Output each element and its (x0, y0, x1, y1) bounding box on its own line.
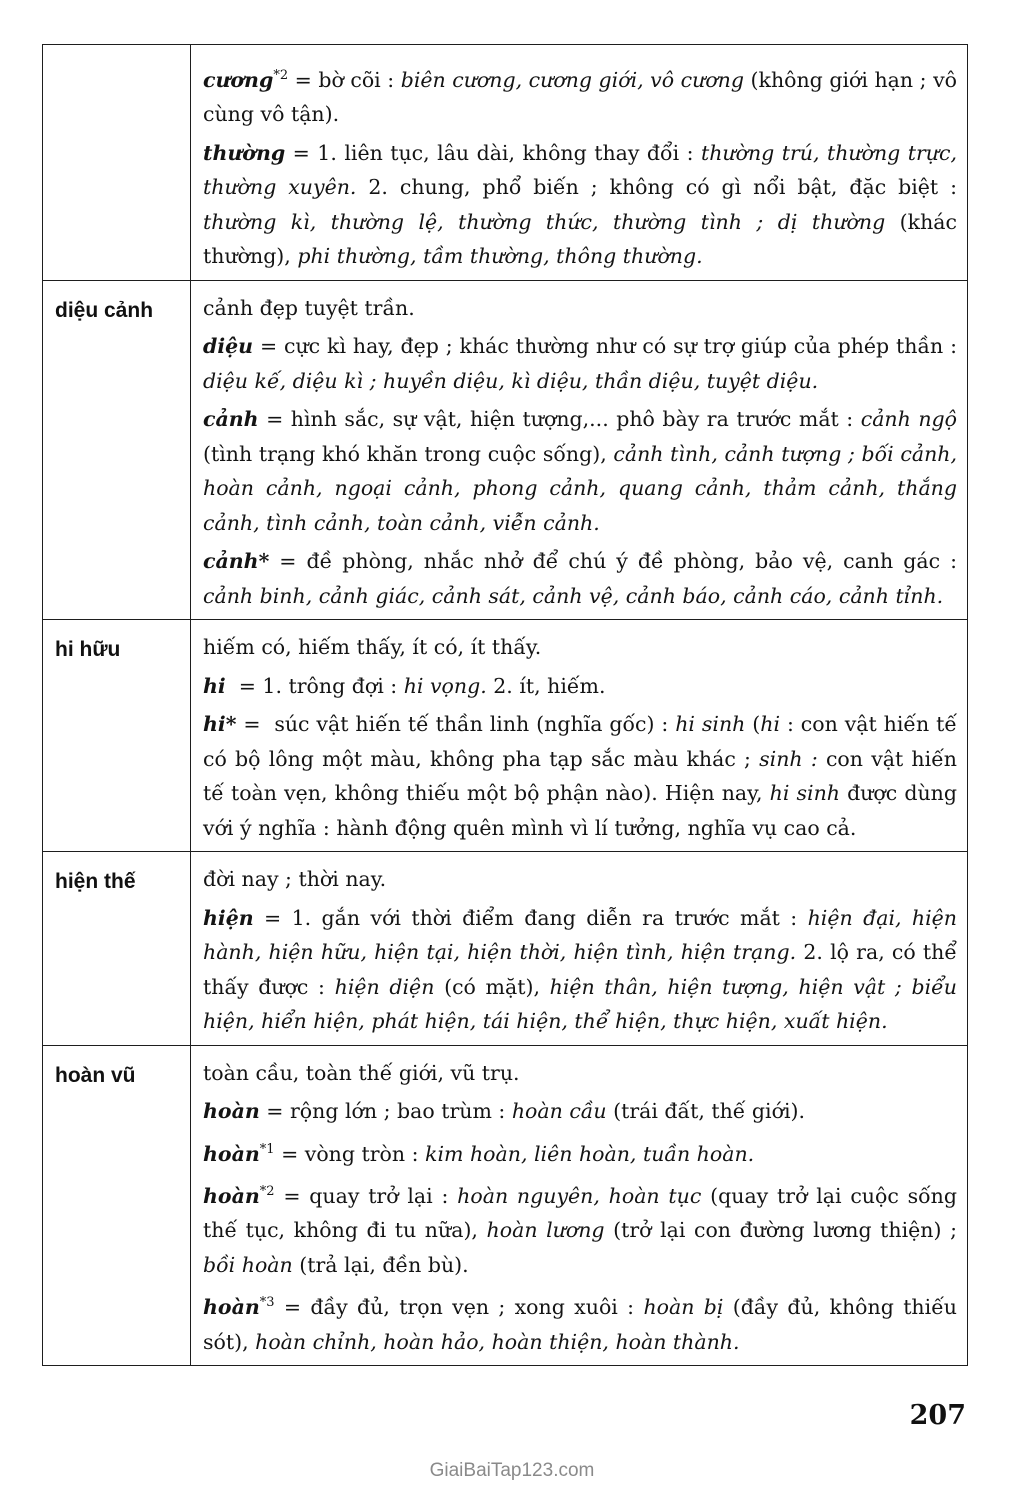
headword-superscript: *3 (259, 1295, 275, 1311)
definition-text: = đầy đủ, trọn vẹn ; xong xuôi : hoàn bị (đầy đủ, không thiếu sót), hoàn chỉnh, hoàn hảo, hoàn thiện, hoàn thành. (203, 1295, 958, 1354)
definition-entry (203, 707, 957, 845)
term-cell (43, 45, 191, 281)
table-row (43, 1045, 968, 1365)
term-label: hoàn vũ (55, 1063, 136, 1087)
definition-entry (203, 901, 957, 1039)
definition-entry (203, 402, 957, 540)
headword: hoàn (203, 1183, 260, 1208)
definition-entry (203, 1056, 957, 1091)
headword: hoàn (203, 1295, 260, 1320)
term-label: diệu cảnh (55, 298, 154, 322)
definition-text: hiếm có, hiếm thấy, ít có, ít thấy. (203, 635, 542, 660)
term-cell (43, 852, 191, 1046)
definition-text: = 1. trông đợi : hi vọng. 2. ít, hiếm. (225, 673, 606, 698)
table-row (43, 852, 968, 1046)
watermark: GiaiBaiTap123.com (429, 1460, 595, 1481)
headword-superscript: *1 (259, 1141, 275, 1157)
definition-cell (191, 1045, 968, 1365)
definition-text: = rộng lớn ; bao trùm : hoàn cầu (trái đất, thế giới). (259, 1099, 806, 1124)
definition-text: = súc vật hiến tế thần linh (nghĩa gốc) : hi sinh (hi : con vật hiến tế có bộ lông một màu, không pha tạp sắc màu khác ; sinh : con vật hiến tế toàn vẹn, không thiếu một bộ phận nào). Hiện nay, hi sinh được dùng với ý nghĩa : hành động quên mình vì lí tưởng, nghĩa vụ cao cả. (203, 712, 958, 840)
term-cell (43, 280, 191, 620)
headword-superscript: *2 (273, 68, 289, 83)
definition-text: cảnh đẹp tuyệt trần. (203, 295, 415, 320)
definition-text: = cực kì hay, đẹp ; khác thường như có sự trợ giúp của phép thần : diệu kế, diệu kì ; huyền diệu, kì diệu, thần diệu, tuyệt diệu. (203, 334, 957, 393)
definition-entry (203, 1286, 957, 1359)
definition-entry (203, 291, 957, 326)
definition-entry (203, 669, 957, 704)
definition-text: = vòng tròn : kim hoàn, liên hoàn, tuần hoàn. (274, 1141, 755, 1166)
glossary-table-body (43, 45, 968, 1366)
headword: hoàn (203, 1141, 260, 1166)
definition-text: = hình sắc, sự vật, hiện tượng,... phô bày ra trước mắt : cảnh ngộ (tình trạng khó khăn trong cuộc sống), cảnh tình, cảnh tượng ; bối cảnh, hoàn cảnh, ngoại cảnh, phong cảnh, quang cảnh, thảm cảnh, thắng cảnh, tình cảnh, toàn cảnh, viễn cảnh. (203, 407, 957, 535)
term-label: hi hữu (55, 638, 121, 662)
definition-entry (203, 1094, 957, 1129)
definition-entry (203, 136, 957, 274)
headword: hi (203, 673, 226, 698)
definition-entry (203, 1133, 957, 1171)
table-row (43, 280, 968, 620)
headword: hiện (203, 905, 254, 930)
definition-cell (191, 620, 968, 852)
definition-text: toàn cầu, toàn thế giới, vũ trụ. (203, 1060, 520, 1085)
definition-cell (191, 280, 968, 620)
headword: cảnh (203, 407, 259, 432)
term-cell (43, 1045, 191, 1365)
definition-entry (203, 630, 957, 665)
headword-superscript: *2 (259, 1184, 275, 1200)
table-row (43, 620, 968, 852)
definition-entry (203, 1175, 957, 1282)
definition-text: = bờ cõi : biên cương, cương giới, vô cương (không giới hạn ; vô cùng vô tận). (203, 67, 957, 127)
headword: thường (203, 140, 286, 165)
term-label: hiện thế (55, 870, 136, 894)
glossary-table (42, 44, 968, 1366)
definition-text: = quay trở lại : hoàn nguyên, hoàn tục (quay trở lại cuộc sống thế tục, không đi tu nữa), hoàn lương (trở lại con đường lương thiện) ; bồi hoàn (trả lại, đền bù). (203, 1183, 957, 1277)
definition-text: = 1. gắn với thời điểm đang diễn ra trước mắt : hiện đại, hiện hành, hiện hữu, hiện tại, hiện thời, hiện tình, hiện trạng. 2. lộ ra, có thể thấy được : hiện diện (có mặt), hiện thân, hiện tượng, hiện vật ; biểu hiện, hiển hiện, phát hiện, tái hiện, thể hiện, thực hiện, xuất hiện. (203, 905, 957, 1034)
definition-entry (203, 329, 957, 398)
definition-cell (191, 45, 968, 281)
table-row (43, 45, 968, 281)
definition-entry (203, 59, 957, 132)
definition-entry (203, 544, 957, 613)
headword: hi* (203, 712, 237, 737)
definition-text: = đề phòng, nhắc nhở để chú ý đề phòng, bảo vệ, canh gác : cảnh binh, cảnh giác, cảnh sát, cảnh vệ, cảnh báo, cảnh cáo, cảnh tỉnh. (203, 549, 957, 608)
definition-cell (191, 852, 968, 1046)
term-cell (43, 620, 191, 852)
headword: diệu (203, 334, 254, 359)
definition-text: đời nay ; thời nay. (203, 867, 387, 892)
headword: hoàn (203, 1099, 260, 1124)
definition-entry (203, 862, 957, 897)
definition-text: = 1. liên tục, lâu dài, không thay đổi : thường trú, thường trực, thường xuyên. 2. chung, phổ biến ; không có gì nổi bật, đặc biệt : thường kì, thường lệ, thường thức, thường tình ; dị thường (khác thường), phi thường, tầm thường, thông thường. (203, 140, 957, 269)
headword: cảnh* (203, 549, 270, 574)
page-number: 207 (909, 1400, 966, 1431)
headword: cương (203, 67, 274, 92)
